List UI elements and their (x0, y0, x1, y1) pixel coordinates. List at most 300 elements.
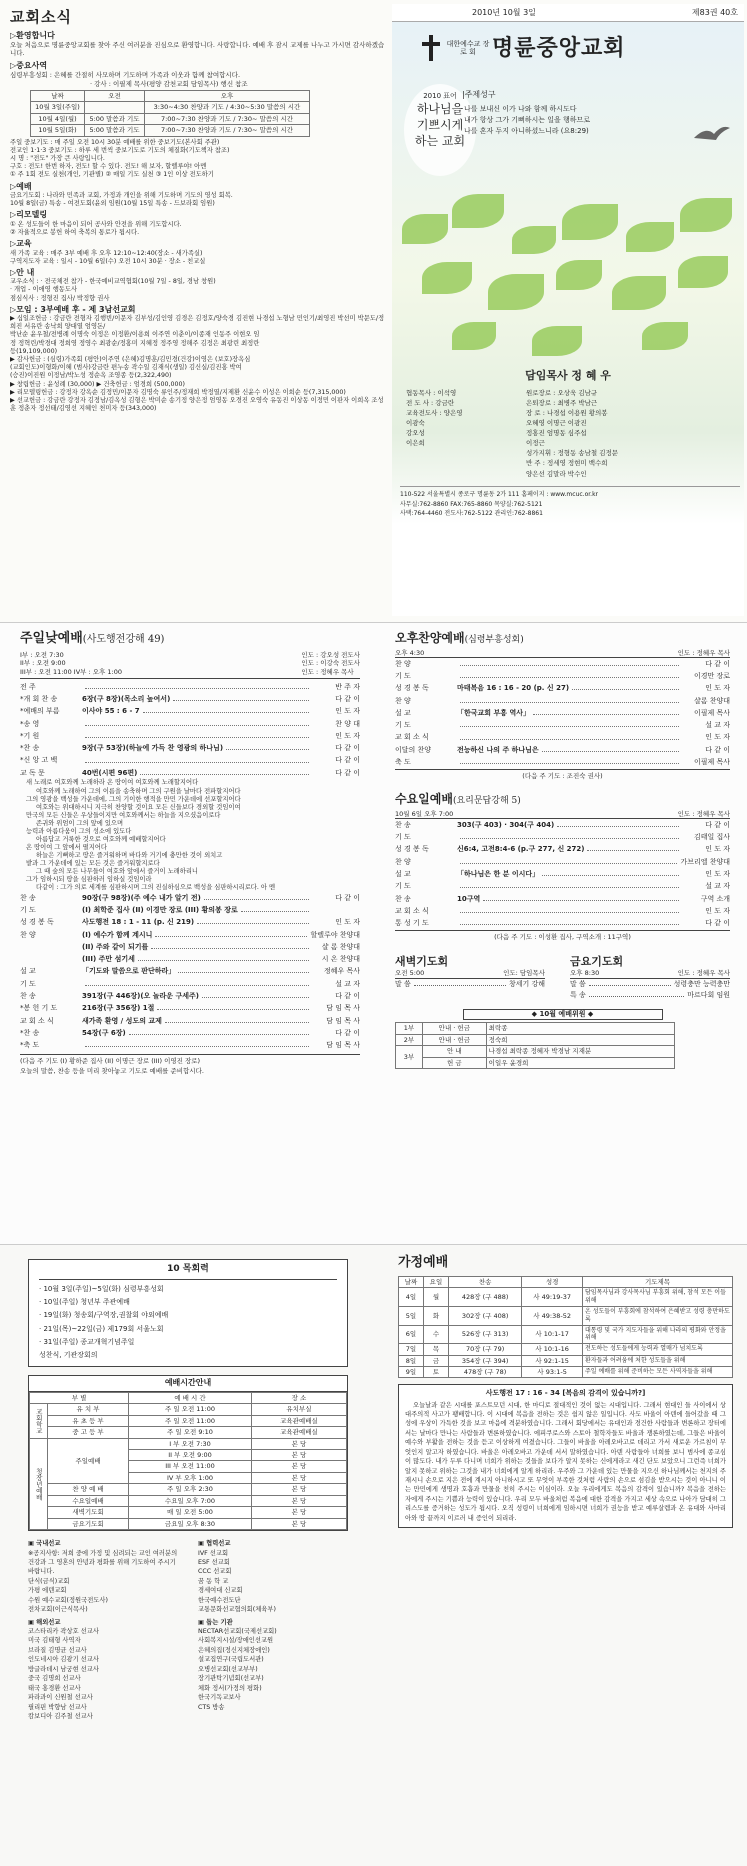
order-label: 축 도 (395, 757, 411, 766)
denomination: 대한예수교 장 로 회 (446, 39, 490, 57)
mission-item: CTS 방송 (198, 1703, 225, 1711)
order-label: *송 영 (20, 719, 40, 728)
mission-item: ※공지사항: 저희 중에 가정 및 심려되는 교인 여러분의 건강과 그 영혼의 안녕과 평화를 위해 기도하여 주시기 바랍니다. (28, 1549, 178, 1576)
schedule-cell: 금요기도회 (48, 1518, 129, 1529)
bird-icon (692, 124, 732, 144)
order-leader: 김태일 집사 (693, 833, 730, 842)
order-label: 교 회 소 식 (20, 1016, 54, 1025)
staff-row (406, 458, 736, 468)
order-row (395, 707, 730, 719)
order-leader: 다 같 이 (335, 991, 360, 1000)
reading-line: 그의 영광을 백성들 가운데에, 그의 기이한 행적을 만민 가운데에 선포할지어다 (26, 795, 241, 803)
mission-item: 전차교회(이근식목사) (28, 1606, 88, 1614)
phone-line: 사무실:762-8860 FAX:765-8860 목양실:762-5121 (400, 500, 543, 508)
order-dots (460, 907, 679, 913)
family-cell: 526장 (구 313) (448, 1325, 521, 1344)
order-content: 「한국교회 부흥 역사」 (457, 708, 530, 717)
order-label: 찬 송 (20, 893, 36, 902)
schedule-cell: 주일예배 (48, 1438, 129, 1484)
rev-cell: 5:00 말씀과 기도 (85, 113, 145, 124)
order-leader: 인 도 자 (705, 684, 730, 693)
mission-item: 코스타리카 곽상호 선교사 (28, 1628, 99, 1636)
info-page (0, 1244, 747, 1866)
family-cell: 4일 (399, 1288, 424, 1307)
staff-row (406, 469, 736, 479)
order-content: 전능하신 나의 주 하나님은 (457, 745, 539, 754)
family-cell: 사 10:1-17 (522, 1325, 583, 1344)
schedule-cell: 유치부실 (251, 1404, 346, 1415)
staff-left (406, 448, 526, 458)
rev-cell: 10월 5일(화) (31, 125, 85, 136)
dawn-time: 오전 5:00 (395, 969, 425, 978)
news-line: ▶ 감사헌금 : (심령)가족회 (평안)이주연 (은혜)김명훈/김민경(건강)이영은 (보호)장옥심 (10, 356, 251, 363)
schedule-cell: 매 일 오전 5:00 (129, 1507, 252, 1518)
schedule-cell: 교육관예배실 (251, 1415, 346, 1426)
news-line: 금요기도회 : 나라와 민족과 교회, 가정과 개인을 위해 기도하며 기도의 영성 회복. (10, 192, 233, 200)
staff-right: 장 로 : 나경섭 이용원 황의봉 (526, 409, 608, 418)
responsive-reading (20, 779, 360, 892)
order-row (395, 868, 730, 880)
order-row (20, 730, 360, 742)
order-leader: 다 같 이 (335, 768, 360, 777)
order-label: 기 도 (395, 721, 411, 730)
schedule-cell: 주 일 오전 9:10 (129, 1427, 252, 1438)
order-dots (542, 746, 679, 752)
church-news-title: 교회소식 (10, 8, 72, 26)
friday-time: 오후 8:30 (570, 969, 600, 978)
order-label: 기 도 (20, 905, 36, 914)
church-address: 110-522 서울특별시 종로구 명륜동 2가 111 홈페이지 : www.mcuc.or.kr (400, 491, 599, 498)
order-leader: 가브리엘 찬양대 (680, 857, 730, 866)
news-line: ① 주 1회 전도 실천(개인, 기관별) ② 매일 기도 실천 ③ 1인 이상 전도하기 (10, 171, 214, 179)
order-of-worship-2 (20, 892, 360, 1052)
time-line: III부 : 오전 11:00 IV부 : 오후 1:00 (20, 667, 122, 676)
schedule-head-cell: 예 배 시 간 (129, 1392, 252, 1403)
order-dots (460, 721, 679, 727)
schedule-cell: 본 당 (251, 1507, 346, 1518)
news-line: · 개업 - 이애영 행동도사 (10, 286, 78, 294)
mission-item: 태국 홍경환 선교사 (28, 1684, 81, 1692)
mission-item: IVF 선교회 (198, 1549, 229, 1557)
order-label (20, 943, 82, 952)
leader-line: 인도 : 강오성 전도사 (301, 650, 360, 659)
order-label: *신 앙 고 백 (20, 756, 58, 765)
duty-cell: 1부 (396, 1023, 423, 1034)
mission-item: 한국예수전도단 (198, 1596, 241, 1604)
order-row (395, 893, 730, 905)
leaf-icon (612, 276, 666, 310)
dawn-word-label: 말 씀 (395, 979, 411, 988)
order-leader: 샬롬 찬양대 (693, 696, 730, 705)
order-leader: 설 교 자 (335, 979, 360, 988)
family-cell: 사 93:1-5 (522, 1366, 583, 1377)
schedule-box (28, 1375, 348, 1531)
schedule-cell: 유 초 등 부 (48, 1415, 129, 1426)
order-dots (460, 660, 679, 666)
leaf-icon (562, 204, 618, 240)
order-content: 54장(구 6장) (82, 1028, 126, 1037)
calendar-item: · 10일(주일) 청년부 주관예배 (39, 1297, 130, 1306)
order-row (20, 693, 360, 705)
order-label: 성 경 봉 독 (20, 918, 54, 927)
mission-item: 방글라데시 남궁현 선교사 (28, 1665, 99, 1673)
service-times (20, 651, 360, 676)
order-label: 기 도 (395, 833, 411, 842)
family-head-cell: 기도제목 (583, 1276, 733, 1287)
duty-cell: 나경섭 최락종 정혜자 박경남 지재분 (486, 1046, 674, 1057)
order-dots (204, 894, 309, 900)
schedule-row (30, 1427, 347, 1438)
wednesday-leader: 인도 : 정혜우 목사 (677, 809, 730, 818)
reading-line: 새 노래로 여호와께 노래하라 온 땅이여 여호와께 노래할지어다 (26, 779, 199, 787)
order-label: 찬 송 (395, 894, 411, 903)
schedule-row (30, 1404, 347, 1415)
order-label: 설 교 (20, 967, 36, 976)
order-label: 찬 양 (395, 696, 411, 705)
schedule-cell: IV 부 오후 1:00 (129, 1472, 252, 1483)
staff-left: 강오성 (406, 429, 425, 438)
afternoon-order (395, 658, 730, 769)
order-label: 성 경 봉 독 (395, 684, 429, 693)
reading-line: 밭과 그 가운데에 있는 모든 것은 즐거워할지로다 (26, 859, 160, 867)
mission-item: 중국 김명희 선교사 (28, 1675, 81, 1683)
family-head-cell: 요일 (423, 1276, 448, 1287)
wednesday-next: (다음 주 기도 : 이성환 집사, 구역소개 : 11구역) (395, 930, 730, 941)
order-content: 303(구 403) · 304(구 404) (457, 820, 555, 829)
order-label: 교 회 소 식 (395, 906, 429, 915)
staff-right: 반 주 : 정세영 정현미 백수희 (526, 459, 608, 468)
schedule-row (30, 1495, 347, 1506)
order-leader: 찬 양 대 (335, 719, 360, 728)
time-line: II부 : 오전 9:00 (20, 659, 66, 668)
order-row (20, 904, 360, 916)
friday-row-value: 성령충만 능력충만 (673, 979, 730, 988)
schedule-group: 청장년예배 (30, 1438, 48, 1530)
dawn-leader: 인도: 담임목사 (503, 969, 545, 978)
schedule-cell: 본 당 (251, 1472, 346, 1483)
schedule-cell: II 부 오전 9:00 (129, 1450, 252, 1461)
order-dots (157, 1004, 309, 1010)
order-content: 40번(시편 96편) (82, 768, 138, 777)
order-label: 찬 송 (395, 820, 411, 829)
reading-line: 다같이 : 그가 의로 세계를 심판하시며 그의 진실하심으로 백성을 심판하시리로다. 아 멘 (36, 884, 276, 892)
order-row (395, 670, 730, 682)
order-leader: 다 같 이 (705, 745, 730, 754)
theme-line: 나를 혼자 두지 아니하셨느니라 (요8:29) (464, 127, 589, 136)
phone-line: 사택:764-4460 전도사:762-5122 관리인:762-8861 (400, 510, 543, 518)
order-dots (138, 955, 309, 961)
mission-item: CCC 선교회 (198, 1568, 232, 1576)
news-line: ▷모임 : 3부예배 후 - 제 3남선교회 (10, 304, 136, 314)
support-heading: ▣ 돕는 기관 (198, 1618, 233, 1626)
order-dots (460, 672, 679, 678)
order-row (20, 990, 360, 1002)
news-page (0, 0, 747, 622)
order-label: 기 도 (395, 882, 411, 891)
order-label: *기 원 (20, 731, 40, 740)
afternoon-subtitle: (심령부흥성회) (464, 635, 524, 645)
motto-line: 하나님을 (416, 102, 464, 117)
mission-item: 교통문화선교협의회(체육부) (198, 1606, 276, 1614)
news-line: 시 명 : "전도" 가장 큰 사랑입니다. (10, 155, 105, 163)
contact-block (400, 486, 740, 519)
order-content: 「하나님은 한 분 이시다」 (457, 869, 540, 878)
mission-item: 파라과이 신원철 선교사 (28, 1694, 93, 1702)
order-row (20, 941, 360, 953)
leaf-icon (512, 226, 556, 254)
schedule-head-cell: 장 소 (251, 1392, 346, 1403)
dawn-word: 창세기 강해 (508, 979, 545, 988)
staff-row (406, 408, 736, 418)
duty-cell: 2부 (396, 1034, 423, 1045)
order-row (20, 1027, 360, 1039)
staff-left: 교육전도사 : 양은영 (406, 409, 463, 418)
news-line: ▷리모델링 (10, 210, 48, 220)
order-row (395, 756, 730, 768)
order-label: *찬 송 (20, 744, 40, 753)
church-news-column (10, 8, 385, 413)
staff-row (406, 398, 736, 408)
order-dots (460, 697, 679, 703)
schedule-head-cell: 부 별 (30, 1392, 129, 1403)
staff-right: 은퇴장로 : 최병주 박남근 (526, 399, 598, 408)
partner-mission-heading: ▣ 협력선교 (198, 1540, 231, 1548)
staff-row (406, 428, 736, 438)
order-row (20, 966, 360, 978)
staff-row (406, 448, 736, 458)
family-cell: 354장 (구 394) (448, 1355, 521, 1366)
calendar-title: 10 목회력 (39, 1264, 337, 1280)
family-cell: 월 (423, 1288, 448, 1307)
order-label: 이달의 찬양 (395, 745, 432, 754)
order-dots (140, 769, 309, 775)
order-row (20, 1039, 360, 1051)
rev-cell (85, 102, 145, 113)
order-leader: 정혜우 목사 (323, 967, 360, 976)
order-label: *예배의 부름 (20, 707, 60, 716)
schedule-cell: 본 당 (251, 1484, 346, 1495)
mission-right (198, 1539, 348, 1721)
order-leader: 할렐루야 찬양대 (310, 930, 360, 939)
order-dots (197, 918, 309, 924)
mission-item: 오병선교회(선교부부) (198, 1665, 258, 1673)
news-line: ▶ 리모델링헌금 : 강정자 강옥순 김정민/이문자 김명숙 류인주/정재희 박정열/지제환 신윤수 이성은 이희순 등(7,315,000) (10, 388, 346, 396)
family-cell: 화 (423, 1306, 448, 1325)
calendar-item: · 19일(화) 청송회/구역장,권찰회 야외예배 (39, 1311, 169, 1320)
order-content: 마태복음 16 : 16 - 20 (p. 신 27) (457, 684, 570, 693)
reading-line: 온 땅이여 그 앞에서 떨지어다 (26, 843, 107, 851)
order-row (20, 743, 360, 755)
staff-row (406, 388, 736, 398)
domestic-mission-heading: ▣ 국내선교 (28, 1540, 61, 1548)
order-dots (85, 980, 309, 986)
order-leader: 샬 롬 찬양대 (321, 942, 360, 951)
news-line: 교우소식 : · 전국체전 참가 - 한국예비교역협회(10월 7일 - 8일, 경남 창원) (10, 278, 216, 286)
meditation-box (398, 1384, 733, 1528)
news-line: 등(19,109,000) (10, 347, 58, 355)
news-line: (승진)이진원 이정남/박노성 정순옥 조영종 등(2,322,490) (10, 372, 172, 380)
prepare-note: 오늘의 말씀, 찬송 등을 미리 찾아놓고 기도로 예배를 준비합시다. (20, 1067, 204, 1076)
bulletin-date: 2010년 10월 3일 (472, 8, 536, 17)
mission-item: 미국 김태형 사역자 (28, 1637, 81, 1645)
family-row (399, 1366, 733, 1377)
mission-item: NECTAR선교회(국제선교회) (198, 1628, 277, 1636)
staff-row (406, 418, 736, 428)
order-row (395, 881, 730, 893)
sunday-service-column (20, 631, 360, 1076)
schedule-cell: 금요일 오후 8:30 (129, 1518, 252, 1529)
schedule-cell: 수요일예배 (48, 1495, 129, 1506)
rev-cell: 10월 4일(월) (31, 113, 85, 124)
leader-line: 인도 : 이강숙 전도사 (301, 659, 360, 668)
family-cell: 사 49:38-52 (522, 1306, 583, 1325)
staff-right: 양은선 김말라 박수인 (526, 469, 587, 478)
order-dots (202, 992, 309, 998)
mission-item: 설교집연구(국립도서관) (198, 1656, 264, 1664)
staff-right: 원로장로 : 오상욱 김남규 (526, 389, 598, 397)
order-row (20, 1003, 360, 1015)
schedule-cell: 교육관예배실 (251, 1427, 346, 1438)
leaf-icon (556, 260, 602, 290)
leaf-icon (642, 322, 688, 350)
order-dots (533, 709, 679, 715)
mission-item: 단식(금식)교회 (28, 1577, 70, 1585)
afternoon-column (395, 631, 730, 1069)
family-row (399, 1288, 733, 1307)
schedule-cell: 주 일 오전 11:00 (129, 1415, 252, 1426)
news-line: ▷교육 (10, 239, 32, 249)
mission-item: ESF 선교회 (198, 1558, 230, 1566)
family-cell: 목 (423, 1344, 448, 1355)
schedule-cell: 본 당 (251, 1438, 346, 1449)
order-leader: 다 같 이 (335, 695, 360, 704)
schedule-row (30, 1438, 347, 1449)
theme-line: 나를 보내신 이가 나와 함께 하시도다 (464, 105, 577, 113)
order-label: 찬 양 (20, 930, 36, 939)
order-row (395, 658, 730, 670)
mission-item: 장기관탁기념회(선교부) (198, 1675, 264, 1683)
order-content: (III) 주만 섬기세 (82, 955, 135, 964)
wednesday-title: 수요일예배 (395, 792, 453, 807)
schedule-cell: 본 당 (251, 1461, 346, 1472)
partner-mission-list (198, 1549, 348, 1615)
staff-left: 이은희 (406, 439, 425, 448)
dawn-prayer (395, 955, 545, 1001)
family-head-cell: 날짜 (399, 1276, 424, 1287)
schedule-cell: 중 고 등 부 (48, 1427, 129, 1438)
worship-page (0, 622, 747, 1244)
wednesday-time: 10월 6일 오후 7:00 (395, 809, 454, 818)
family-row (399, 1355, 733, 1366)
friday-title: 금요기도회 (570, 955, 624, 969)
order-leader: 다 같 이 (335, 1028, 360, 1037)
family-worship-table (398, 1276, 733, 1379)
order-dots (241, 906, 309, 912)
friday-row-label: 말 씀 (570, 979, 586, 988)
meditation-title: 사도행전 17 : 16 - 34 [복음의 감격이 있습니까?] (485, 1389, 646, 1398)
news-line: 구역지도자 교육 : 일시 - 10월 6일(수) 오전 10시 30분 · 장소 - 친교실 (10, 257, 206, 265)
family-cell: 수 (423, 1325, 448, 1344)
order-row (395, 732, 730, 744)
schedule-row (30, 1507, 347, 1518)
dawn-title: 새벽기도회 (395, 955, 449, 969)
mission-item: 한국기독교보사 (198, 1694, 241, 1702)
wednesday-order (395, 819, 730, 930)
time-line: I부 : 오전 7:30 (20, 650, 64, 659)
family-cell: 사 10:1-16 (522, 1344, 583, 1355)
news-line: 구호 : 전도! 한번 하자, 전도! 할 수 있다. 전도! 해 보자, 할렐루야! 아멘 (10, 163, 207, 171)
order-label: 통 성 기 도 (395, 919, 429, 928)
mission-item: 사회복지시설/장애인선교원 (198, 1637, 274, 1645)
news-line: 주일 중보기도 : 매 주일 오전 10시 30분 예배를 위한 중보기도(본사회 주관) (10, 138, 220, 146)
order-leader: 인 도 자 (335, 707, 360, 716)
mission-item: 가평 에덴교회 (28, 1587, 67, 1595)
order-leader: 인 도 자 (705, 733, 730, 742)
news-line: ▶ 창립헌금 : 윤성례 (30,000) ▶ 건축헌금 : 엄경희 (500,000) (10, 380, 186, 388)
senior-pastor: 담임목사 정 혜 우 (525, 369, 611, 382)
order-row (395, 720, 730, 732)
duty-cell: 정숙희 (486, 1034, 674, 1045)
order-leader: 다 같 이 (335, 756, 360, 765)
order-content: 9장(구 53장)(하늘에 가득 찬 영광의 하나님) (82, 744, 224, 753)
order-label: 전 주 (20, 682, 36, 691)
family-cell: 6일 (399, 1325, 424, 1344)
family-cell: 전도하는 성도들에게 능력과 열매가 넘치도록 (583, 1344, 733, 1355)
order-label: *찬 송 (20, 1028, 40, 1037)
staff-left (406, 469, 526, 479)
calendar-item: · 10월 3일(주일)~5일(화) 심령부흥성회 (39, 1284, 164, 1293)
order-row (20, 1015, 360, 1027)
order-content: 6장(구 8장)(목소리 높여서) (82, 695, 171, 704)
calendar-item: · 21일(목)~22일(금) 제179회 서울노회 (39, 1324, 164, 1333)
schedule-cell: I 부 오전 7:30 (129, 1438, 252, 1449)
family-cell: 금 (423, 1355, 448, 1366)
leaf-icon (422, 262, 472, 294)
leaf-icon (532, 326, 582, 356)
reading-line: 여호와께 노래하여 그의 이름을 송축하며 그의 구원을 날마다 전파할지어다 (36, 787, 241, 795)
friday-row-label: 특 송 (570, 991, 586, 1000)
friday-row-value: 마르다회 임원 (687, 991, 730, 1000)
order-content: 391장(구 446장)(오 놀라운 구세주) (82, 991, 199, 1000)
news-line: 점심식사 : 정형진 집사/ 박정향 권사 (10, 294, 110, 302)
order-dots (85, 720, 309, 726)
order-leader: 다 같 이 (705, 820, 730, 829)
order-row (395, 695, 730, 707)
revival-notice: 심령부흥성회 : 은혜를 간절히 사모하며 기도하며 가족과 이웃과 함께 참여합시다. (10, 71, 241, 80)
order-dots (460, 882, 679, 888)
schedule-cell: 주 일 오전 11:00 (129, 1404, 252, 1415)
order-row (395, 683, 730, 695)
staff-right: 이정근 (526, 439, 545, 448)
order-dots (151, 943, 309, 949)
duty-cell: 이일우 윤경희 (486, 1057, 674, 1068)
family-cell: 70장 (구 79) (448, 1344, 521, 1355)
bulletin-issue: 제83권 40호 (691, 8, 738, 17)
cross-icon (422, 35, 440, 61)
order-of-worship (20, 678, 360, 779)
order-label: 기 도 (20, 979, 36, 988)
news-line: ② 자율적으로 봉헌 하여 축복의 통로가 됩시다. (10, 228, 140, 236)
leaf-icon (680, 198, 732, 232)
news-line: 새 가족 교육 : 매주 3부 예배 후 오후 12:10~12:40(장소 - 새가족실) (10, 249, 203, 257)
revival-speaker: · 강사 : 이필제 목사(평양 감천교회 담임목사) 행신 참조 (90, 79, 248, 88)
order-dots (85, 756, 309, 762)
order-label: *개 회 찬 송 (20, 695, 58, 704)
family-cell: 주일 예배를 위해 준비하는 모든 사역자들을 위해 (583, 1366, 733, 1377)
staff-left: 협동목사 : 이석영 (406, 389, 457, 397)
reading-line: 그 때 숲의 모든 나무들이 여호와 앞에서 즐거이 노래하리니 (36, 867, 198, 875)
order-leader: 이경만 장로 (693, 672, 730, 680)
